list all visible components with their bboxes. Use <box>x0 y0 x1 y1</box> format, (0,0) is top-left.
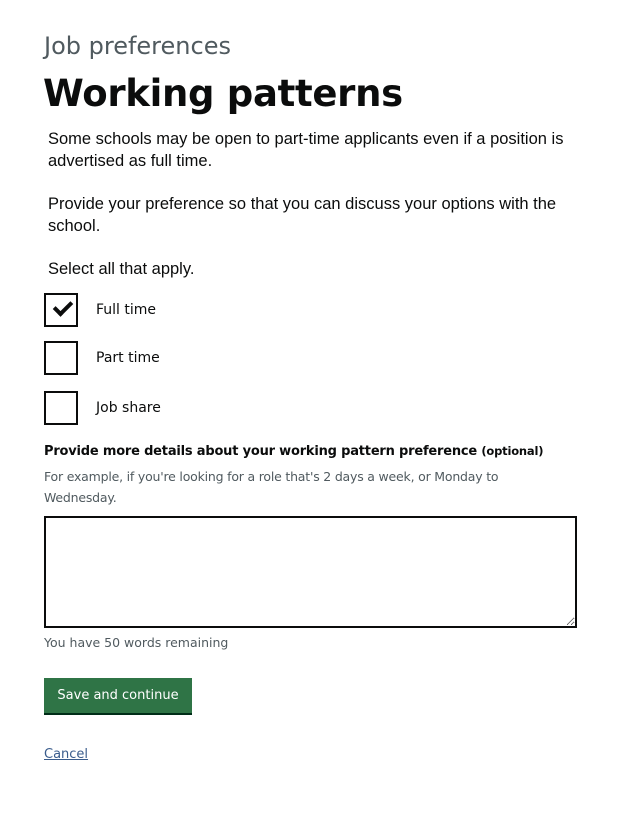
details-label <box>44 442 543 461</box>
details-hint: For example, if you're looking for a role that's 2 days a week, or Monday to Wednesday. <box>44 469 499 505</box>
page-caption: Job preferences <box>44 32 231 60</box>
checkbox-full-time[interactable] <box>44 291 156 329</box>
intro-paragraph-1: Some schools may be open to part-time applicants even if a position is advertised as full time. <box>48 130 564 170</box>
word-count: You have 50 words remaining <box>44 635 229 650</box>
cancel-link[interactable]: Cancel <box>44 747 89 762</box>
details-optional-text: (optional) <box>481 444 544 458</box>
checkbox-full-time-box[interactable] <box>44 293 78 327</box>
checkbox-job-share[interactable] <box>44 389 161 427</box>
checkbox-part-time-box[interactable] <box>44 341 78 375</box>
checkbox-part-time[interactable] <box>44 339 160 377</box>
details-textarea[interactable] <box>44 516 577 628</box>
details-label-text: Provide more details about your working pattern preference <box>44 444 478 459</box>
checkbox-full-time-label[interactable]: Full time <box>96 302 157 318</box>
save-and-continue-button[interactable]: Save and continue <box>44 678 192 713</box>
select-hint: Select all that apply. <box>48 260 195 278</box>
checkbox-job-share-label[interactable]: Job share <box>96 400 161 416</box>
page-title: Working patterns <box>43 72 403 115</box>
checkbox-job-share-box[interactable] <box>44 391 78 425</box>
intro-paragraph-2: Provide your preference so that you can discuss your options with the school. <box>48 195 557 235</box>
checkbox-part-time-label[interactable]: Part time <box>96 350 160 366</box>
